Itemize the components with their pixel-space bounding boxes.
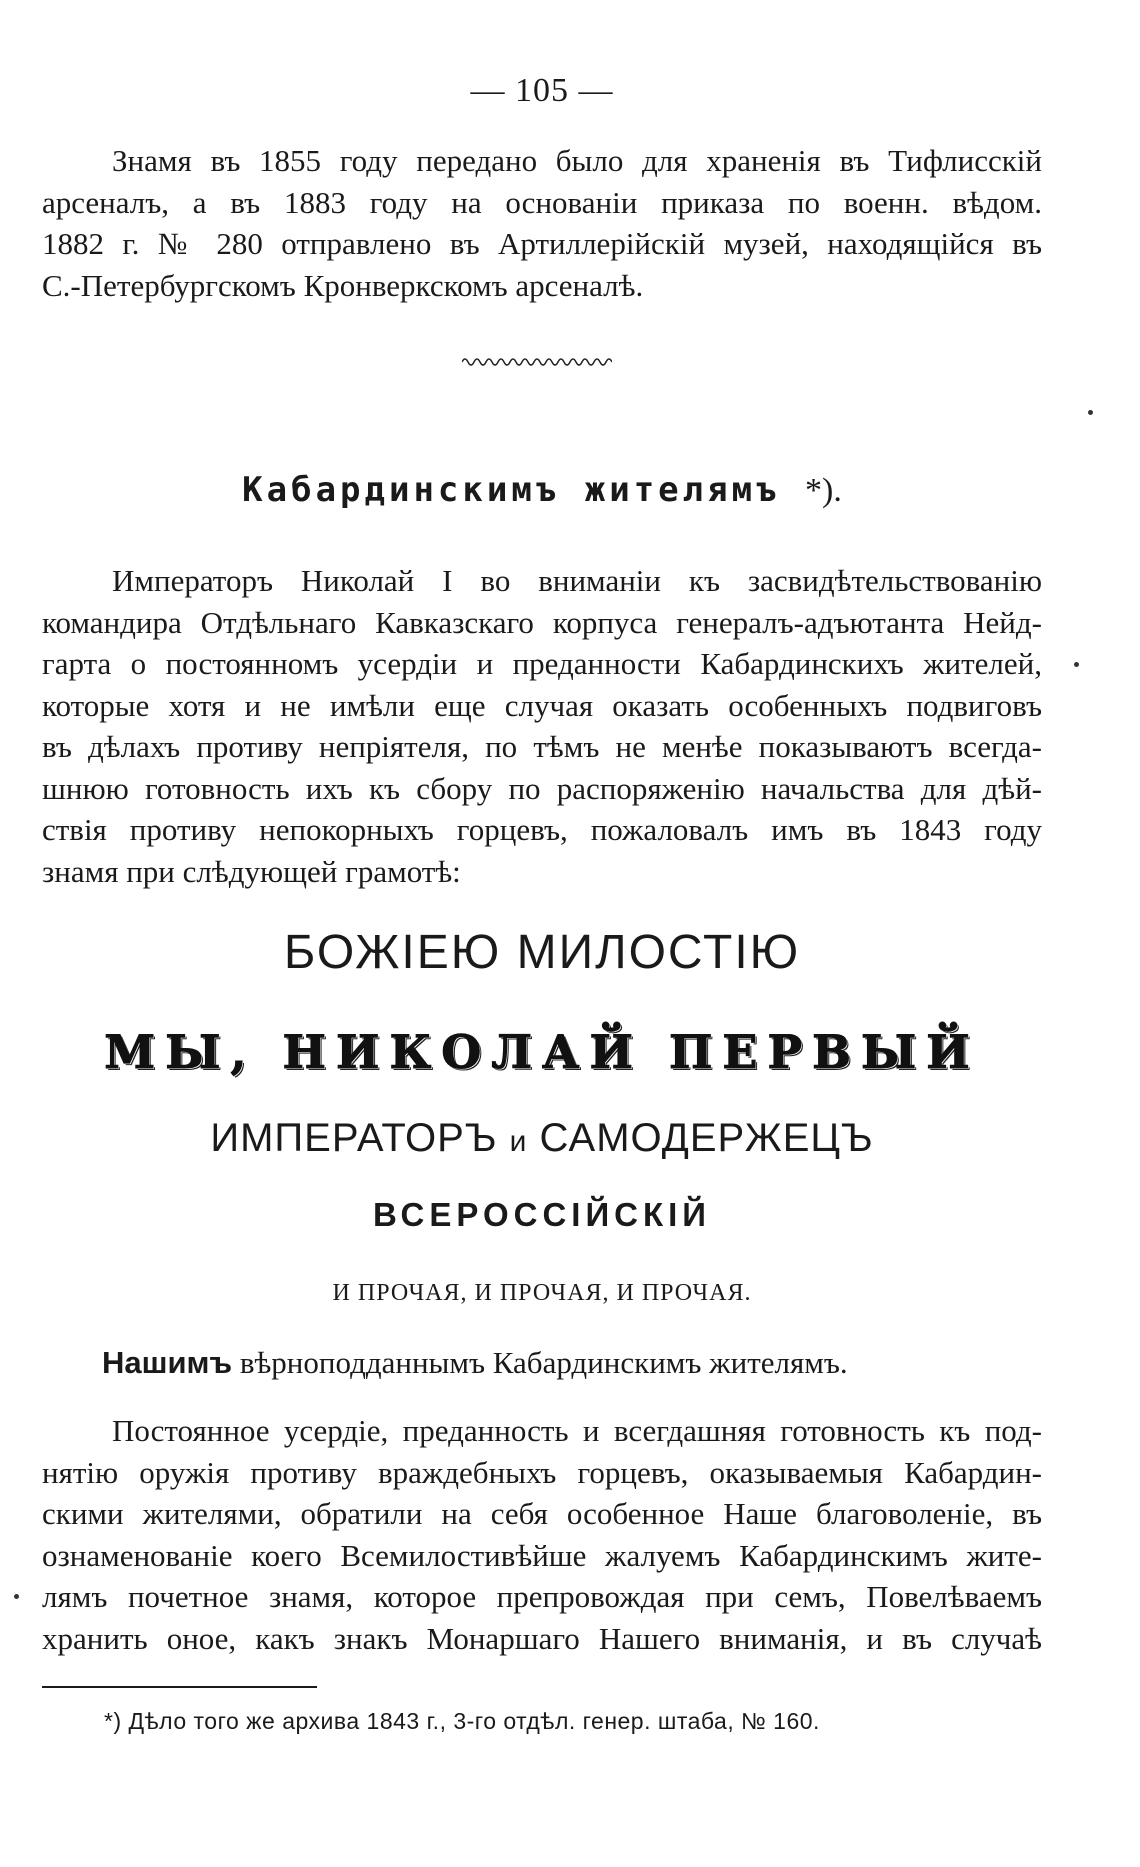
charter-heading-grace: БОЖІЕЮ МИЛОСТІЮ xyxy=(283,926,801,979)
charter-address xyxy=(102,1345,848,1381)
paragraph-archive-note xyxy=(42,140,1042,306)
section-title xyxy=(42,470,1042,510)
footnote-reference: *). xyxy=(805,472,842,509)
charter-title-emperor: ИМПЕРАТОРЪ xyxy=(210,1116,498,1160)
text-line: Постоянное усердіе, преданность и всегдашняя готовность къ под- xyxy=(112,1413,1042,1448)
text-line: гарта о постоянномъ усердіи и преданности Кабардинскихъ жителей, xyxy=(42,646,1042,681)
text-line: знамя при слѣдующей грамотѣ: xyxy=(42,853,461,889)
margin-speck xyxy=(14,1594,19,1599)
text-line: нятію оружія противу враждебныхъ горцевъ, оказываемыя Кабардин- xyxy=(42,1454,1042,1490)
text-line: лямъ почетное знамя, которое препровождая при семъ, Повелѣваемъ xyxy=(42,1579,1042,1614)
text-line: командира Отдѣльнаго Кавказскаго корпуса генералъ-адъютанта Нейд- xyxy=(42,604,1042,640)
charter-title-autocrat: САМОДЕРЖЕЦЪ xyxy=(539,1116,874,1160)
charter-heading-etc: И ПРОЧАЯ, И ПРОЧАЯ, И ПРОЧАЯ. xyxy=(332,1280,752,1306)
text-line: шнюю готовность ихъ къ сбору по распоряженію начальства для дѣй- xyxy=(42,770,1042,806)
wavy-ornament-divider xyxy=(462,356,612,368)
charter-heading-title xyxy=(42,1116,1042,1161)
charter-title-and: и xyxy=(509,1125,528,1158)
text-line: арсеналъ, а въ 1883 году на основаніи приказа по военн. вѣдом. xyxy=(42,184,1042,220)
text-line: которые хотя и не имѣли еще случая оказать особенныхъ подвиговъ xyxy=(42,687,1042,723)
paragraph-charter-text xyxy=(42,1410,1042,1659)
text-line: скими жителями, обратили на себя особенное Наше благоволеніе, въ xyxy=(42,1496,1042,1531)
address-bold-word: Нашимъ xyxy=(102,1345,233,1380)
text-line: ствія противу непокорныхъ горцевъ, пожаловалъ имъ въ 1843 году xyxy=(42,812,1042,847)
text-line: 1882 г. № 280 отправлено въ Артиллерійскій музей, находящійся въ xyxy=(42,226,1042,261)
text-line: Знамя въ 1855 году передано было для храненія въ Тифлисскій xyxy=(112,143,1042,178)
footnote-divider xyxy=(42,1686,317,1688)
page-number: — 105 — xyxy=(470,72,614,109)
charter-heading-emperor-name: МЫ, НИКОЛАЙ ПЕРВЫЙ xyxy=(104,1025,980,1079)
margin-speck xyxy=(1074,662,1079,667)
paragraph-narrative xyxy=(42,560,1042,892)
section-title-text: Кабардинскимъ жителямъ xyxy=(242,470,781,510)
text-line: хранить оное, какъ знакъ Монаршаго Нашего вниманія, и въ случаѣ xyxy=(42,1620,1042,1656)
address-rest: вѣрноподданнымъ Кабардинскимъ жителямъ. xyxy=(232,1345,848,1380)
text-line: С.-Петербургскомъ Кронверкскомъ арсеналѣ. xyxy=(42,267,644,303)
charter-heading-all-russian: ВСЕРОССІЙСКІЙ xyxy=(372,1196,712,1233)
text-line: Императоръ Николай I во вниманіи къ засвидѣтельствованію xyxy=(112,563,1042,598)
margin-speck xyxy=(1088,410,1093,415)
footnote: *) Дѣло того же архива 1843 г., 3-го отдѣл. генер. штаба, № 160. xyxy=(104,1708,820,1734)
text-line: въ дѣлахъ противу непріятеля, по тѣмъ не менѣе показываютъ всегда- xyxy=(42,729,1042,764)
text-line: ознаменованіе коего Всемилостивѣйше жалуемъ Кабардинскимъ жите- xyxy=(42,1537,1042,1573)
